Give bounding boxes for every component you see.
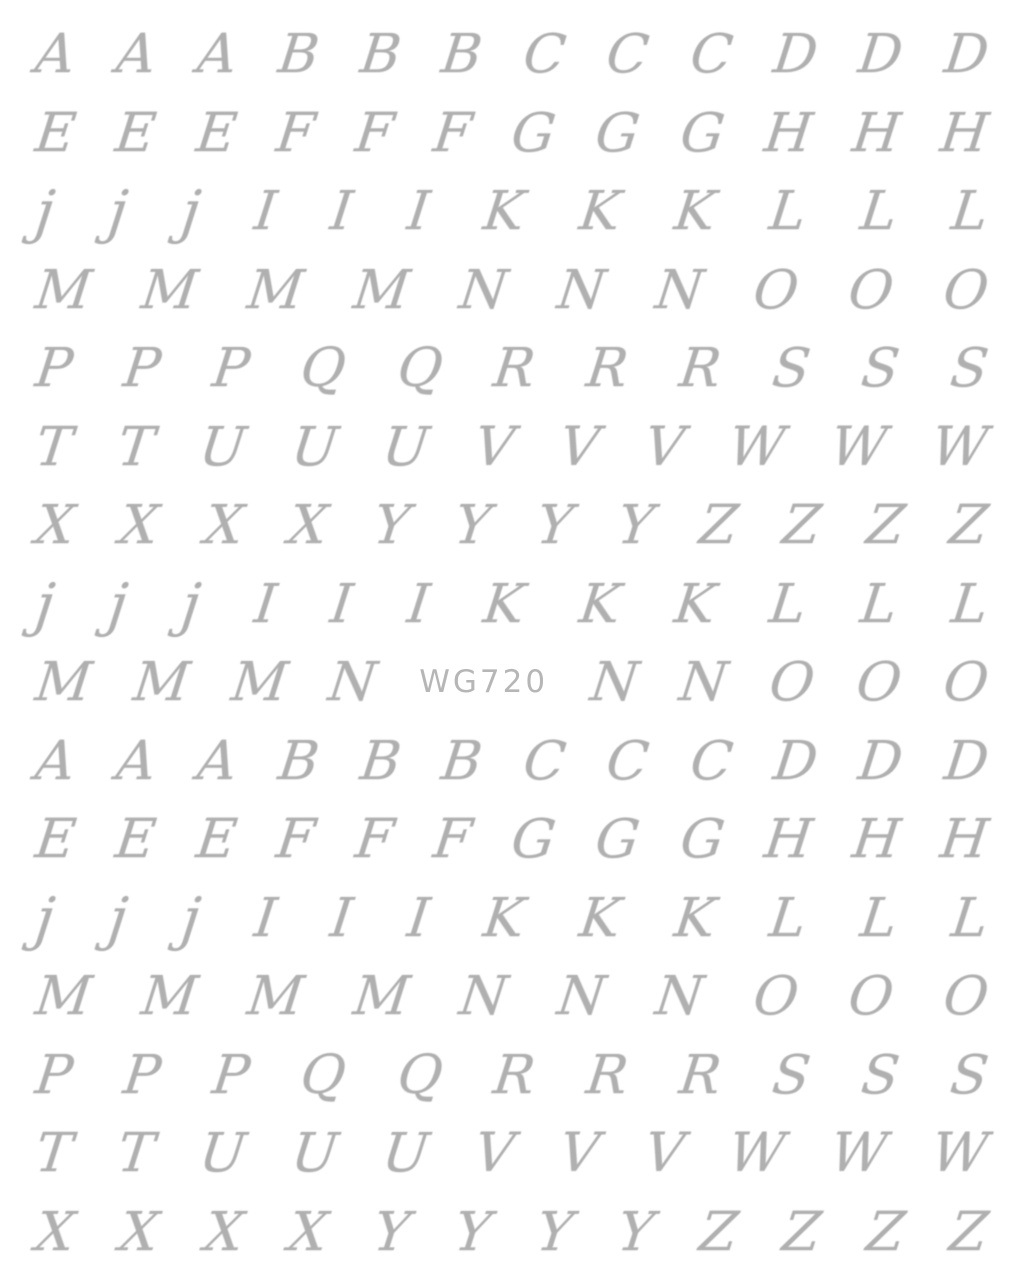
letter-sticker-N: N [652,964,707,1028]
letter-sticker-R: R [583,1042,632,1106]
letter-sticker-Y: Y [532,493,577,557]
letter-sticker-M: M [130,650,194,714]
letter-sticker-F: F [273,807,319,871]
letter-sticker-X: X [285,493,332,557]
letter-sticker-E: E [192,807,241,871]
letter-sticker-K: K [671,571,720,635]
letter-sticker-C: C [686,728,736,792]
letter-sticker-W: W [827,1121,891,1185]
letter-row-2 [32,95,992,171]
letter-sticker-B: B [438,22,486,85]
letter-sticker-Z: Z [946,493,992,557]
letter-row-5 [32,330,992,406]
letter-sticker-Z: Z [779,1199,825,1263]
letter-sticker-M: M [244,964,308,1028]
letter-sticker-Z: Z [696,493,742,557]
letter-sticker-H: H [936,100,992,164]
letter-sticker-j: j [177,883,205,952]
letter-sticker-C: C [603,22,653,85]
letter-sticker-P: P [209,336,254,400]
letter-sticker-C: C [520,728,570,792]
letter-sticker-K: K [480,571,529,635]
letter-sticker-L: L [857,885,901,949]
letter-sticker-W: W [928,1121,992,1185]
letter-sticker-L: L [948,571,992,635]
letter-row-6 [32,409,992,485]
letter-sticker-Z: Z [696,1199,742,1263]
letter-sticker-C: C [520,22,570,85]
letter-sticker-I: I [327,885,357,949]
letter-sticker-j: j [104,883,132,952]
letter-sticker-B: B [356,728,405,792]
letter-row-15 [32,1115,992,1191]
letter-row-14 [32,1037,992,1113]
letter-sticker-M: M [244,257,308,321]
letter-sticker-L: L [857,179,901,243]
letter-sticker-O: O [766,650,819,714]
letter-sticker-R: R [490,336,539,400]
letter-row-8 [31,566,992,642]
letter-sticker-X: X [32,1199,79,1263]
letter-sticker-Q: Q [297,336,350,400]
letter-sticker-R: R [490,1042,539,1106]
letter-sticker-M: M [32,650,96,714]
letter-row-11 [32,801,992,877]
letter-sticker-K: K [671,179,720,243]
letter-row-10 [32,723,992,799]
letter-sticker-V: V [555,1121,603,1185]
letter-sticker-B: B [438,728,486,792]
letter-sticker-X: X [116,1199,163,1263]
letter-sticker-H: H [760,807,816,871]
letter-sticker-O: O [853,650,906,714]
letter-sticker-O: O [749,964,802,1028]
letter-sticker-B: B [275,22,323,85]
letter-sticker-W: W [928,414,992,478]
letter-sticker-A: A [113,728,160,792]
letter-sticker-F: F [430,807,476,871]
letter-sticker-S: S [857,336,903,400]
letter-sticker-H: H [760,100,816,164]
letter-sticker-U: U [196,414,250,478]
letter-sticker-C: C [686,22,736,85]
letter-sticker-H: H [936,807,992,871]
letter-sticker-S: S [947,336,992,400]
letter-sticker-M: M [350,964,414,1028]
letter-sticker-I: I [327,179,357,243]
letter-sticker-T: T [114,1121,158,1185]
letter-sticker-L: L [948,885,992,949]
letter-sticker-I: I [251,179,281,243]
letter-sticker-M: M [32,257,96,321]
letter-sticker-N: N [676,650,732,714]
letter-row-4 [32,252,992,328]
letter-sticker-j: j [104,177,132,246]
letter-row-7 [32,487,992,563]
letter-sticker-j: j [31,177,59,246]
letter-sticker-K: K [575,571,624,635]
letter-sticker-X: X [32,493,79,557]
letter-sticker-Y: Y [369,1199,414,1263]
letter-sticker-Y: Y [532,1199,577,1263]
letter-sticker-A: A [194,728,241,792]
letter-sticker-M: M [350,257,414,321]
letter-row-12 [31,880,992,956]
letter-sticker-D: D [770,22,822,85]
letter-sticker-N: N [456,257,512,321]
letter-sticker-G: G [592,807,644,871]
letter-sticker-Q: Q [394,336,447,400]
product-code: WG720 [419,664,549,701]
letter-sticker-G: G [508,100,560,164]
letter-sticker-X: X [285,1199,332,1263]
letter-sticker-X: X [200,1199,248,1263]
letter-sticker-A: A [194,22,241,85]
letter-sticker-I: I [403,571,434,635]
letter-sticker-P: P [120,336,165,400]
letter-sticker-P: P [209,1042,254,1106]
letter-row-1 [32,16,992,92]
letter-sticker-S: S [857,1042,903,1106]
letter-sticker-K: K [671,885,720,949]
letter-sticker-R: R [676,336,725,400]
letter-sticker-Z: Z [863,1199,909,1263]
letter-sticker-U: U [379,414,433,478]
letter-sticker-R: R [676,1042,725,1106]
letter-sticker-G: G [508,807,560,871]
letter-sticker-D: D [855,728,907,792]
letter-sticker-A: A [32,22,79,85]
letter-sticker-I: I [403,885,434,949]
letter-sticker-j: j [104,569,132,638]
letter-sticker-O: O [939,257,992,321]
letter-row-3 [31,173,992,249]
letter-sticker-N: N [456,964,512,1028]
letter-sticker-L: L [948,179,992,243]
letter-sticker-T: T [32,414,76,478]
letter-sticker-A: A [32,728,79,792]
letter-sticker-L: L [857,571,901,635]
letter-sticker-j: j [31,569,59,638]
letter-sticker-V: V [555,414,603,478]
letter-sticker-I: I [251,571,281,635]
letter-sticker-L: L [766,571,811,635]
letter-sticker-E: E [192,100,241,164]
letter-sticker-P: P [32,1042,77,1106]
letter-sticker-T: T [114,414,158,478]
letter-row-16 [32,1194,992,1270]
letter-sticker-E: E [32,100,80,164]
letter-sticker-W: W [725,1121,789,1185]
letter-sticker-E: E [32,807,80,871]
letter-sticker-V: V [470,1121,518,1185]
letter-sticker-G: G [592,100,644,164]
letter-sticker-M: M [227,650,291,714]
letter-row-9 [32,644,992,720]
letter-sticker-C: C [603,728,653,792]
letter-sticker-G: G [676,807,728,871]
letter-sticker-V: V [640,1121,688,1185]
letter-sticker-G: G [676,100,728,164]
letter-sticker-Y: Y [451,1199,495,1263]
letter-sticker-F: F [273,100,319,164]
letter-sticker-F: F [351,807,397,871]
letter-row-13 [32,958,992,1034]
letter-sticker-B: B [275,728,323,792]
letter-sticker-Y: Y [369,493,414,557]
letter-sticker-D: D [940,728,992,792]
letter-sticker-S: S [947,1042,992,1106]
letter-sticker-E: E [112,100,160,164]
letter-sticker-D: D [855,22,907,85]
letter-sticker-P: P [120,1042,165,1106]
letter-sticker-A: A [113,22,160,85]
letter-sticker-X: X [116,493,163,557]
letter-sticker-K: K [575,179,624,243]
letter-sticker-O: O [749,257,802,321]
letter-sticker-O: O [939,650,992,714]
letter-sticker-j: j [177,177,205,246]
letter-sticker-T: T [32,1121,76,1185]
letter-sticker-N: N [554,257,610,321]
letter-sticker-I: I [251,885,281,949]
letter-sticker-Y: Y [614,493,658,557]
letter-sticker-H: H [848,100,904,164]
letter-sticker-F: F [351,100,397,164]
letter-sticker-S: S [768,1042,814,1106]
letter-sticker-D: D [770,728,822,792]
letter-sticker-L: L [766,885,811,949]
letter-sticker-R: R [583,336,632,400]
letter-sticker-K: K [480,179,529,243]
letter-sticker-M: M [138,257,202,321]
letter-sticker-K: K [575,885,624,949]
letter-sticker-Q: Q [394,1042,447,1106]
letter-sticker-U: U [196,1121,250,1185]
letter-sticker-j: j [177,569,205,638]
letter-sticker-N: N [586,650,642,714]
letter-sticker-Q: Q [297,1042,350,1106]
letter-sticker-D: D [940,22,992,85]
letter-sticker-Z: Z [946,1199,992,1263]
letter-sticker-B: B [356,22,405,85]
letter-sticker-Z: Z [779,493,825,557]
letter-sticker-S: S [768,336,814,400]
letter-sticker-N: N [554,964,610,1028]
letter-sticker-U: U [287,1121,341,1185]
letter-sticker-O: O [844,964,897,1028]
letter-sticker-F: F [430,100,476,164]
letter-sticker-I: I [327,571,357,635]
letter-sticker-K: K [480,885,529,949]
letter-sticker-I: I [403,179,434,243]
letter-sticker-E: E [112,807,160,871]
letter-sticker-U: U [379,1121,433,1185]
letter-sticker-P: P [32,336,77,400]
letter-sticker-M: M [32,964,96,1028]
letter-sticker-V: V [470,414,518,478]
letter-sticker-X: X [200,493,248,557]
letter-sticker-O: O [844,257,897,321]
letter-sticker-Z: Z [863,493,909,557]
letter-sticker-O: O [939,964,992,1028]
letter-sticker-N: N [325,650,381,714]
letter-sticker-L: L [766,179,811,243]
letter-sticker-U: U [287,414,341,478]
letter-sticker-Y: Y [451,493,495,557]
letter-sticker-j: j [31,883,59,952]
letter-sticker-W: W [827,414,891,478]
letter-sticker-N: N [652,257,707,321]
letter-sticker-M: M [138,964,202,1028]
letter-sticker-Y: Y [614,1199,658,1263]
letter-sticker-V: V [640,414,688,478]
letter-sticker-W: W [725,414,789,478]
letter-sticker-H: H [848,807,904,871]
